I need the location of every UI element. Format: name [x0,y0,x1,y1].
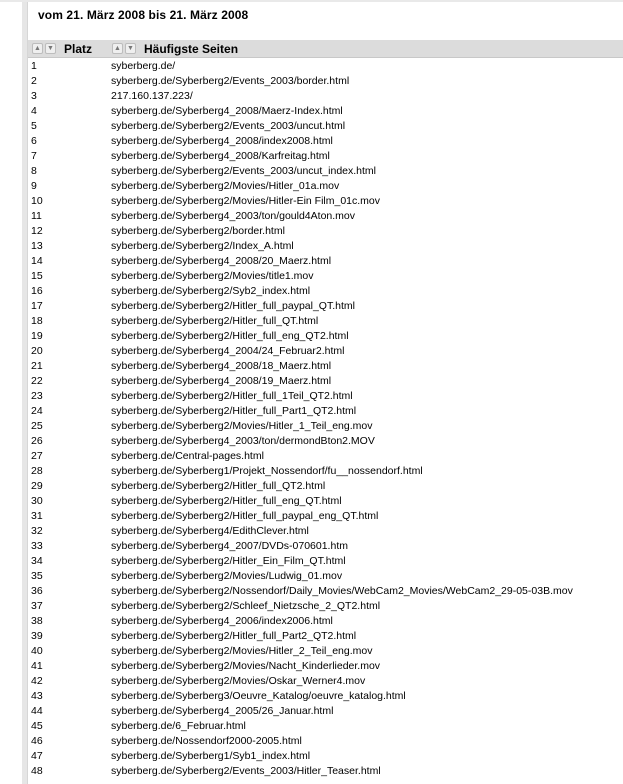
rank-cell: 18 [31,314,43,327]
header-page-label: Häufigste Seiten [144,41,239,56]
top-border [0,0,623,2]
page-cell: syberberg.de/Syberberg4_2007/DVDs-070601.htm [111,539,348,552]
table-row [28,298,623,313]
rank-cell: 3 [31,89,37,102]
page-cell: syberberg.de/Syberberg2/Movies/Hitler_1_Teil_eng.mov [111,419,373,432]
rank-cell: 28 [31,464,43,477]
rank-cell: 23 [31,389,43,402]
page-cell: syberberg.de/Syberberg2/Hitler_full_eng_QT.html [111,494,342,507]
table-row [28,508,623,523]
rank-cell: 47 [31,749,43,762]
table-row [28,118,623,133]
page-cell: syberberg.de/Syberberg4_2006/index2006.html [111,614,333,627]
table-row [28,358,623,373]
header-page [108,40,623,57]
rank-cell: 43 [31,689,43,702]
page-cell: syberberg.de/Central-pages.html [111,449,264,462]
table-row [28,583,623,598]
header-rank [28,40,108,57]
page-cell: syberberg.de/Syberberg2/Events_2003/border.html [111,74,350,87]
table-row [28,448,623,463]
sort-down-icon[interactable]: ▼ [125,43,136,54]
rank-cell: 15 [31,269,43,282]
table-row [28,658,623,673]
header-rank-label: Platz [64,41,93,56]
rank-cell: 1 [31,59,37,72]
page-cell: syberberg.de/Syberberg2/Hitler_full_Part1_QT2.html [111,404,357,417]
table-row [28,178,623,193]
rank-cell: 8 [31,164,37,177]
rank-sort-controls [32,43,56,54]
table-row [28,613,623,628]
page-cell: syberberg.de/Syberberg2/Movies/Hitler_01a.mov [111,179,340,192]
page-cell: syberberg.de/Syberberg2/Movies/Hitler-Ein Film_01c.mov [111,194,381,207]
table-row [28,403,623,418]
rank-cell: 17 [31,299,43,312]
page-cell: syberberg.de/Syberberg2/Events_2003/uncut_index.html [111,164,377,177]
rank-cell: 46 [31,734,43,747]
rank-cell: 24 [31,404,43,417]
rank-cell: 39 [31,629,43,642]
table-row [28,643,623,658]
table-row [28,523,623,538]
table-row [28,88,623,103]
page-cell: syberberg.de/Syberberg2/Nossendorf/Daily_Movies/WebCam2_Movies/WebCam2_29-05-03B.mov [111,584,573,597]
rank-cell: 4 [31,104,37,117]
rank-cell: 19 [31,329,43,342]
table-row [28,73,623,88]
rank-cell: 48 [31,764,43,777]
table-row [28,628,623,643]
table-row [28,133,623,148]
sort-down-icon[interactable]: ▼ [45,43,56,54]
rank-cell: 9 [31,179,37,192]
table-row [28,208,623,223]
table-row [28,718,623,733]
table-row [28,703,623,718]
page-cell: syberberg.de/Syberberg2/Index_A.html [111,239,294,252]
table-row [28,673,623,688]
page-cell: 217.160.137.223/ [111,89,193,102]
page-cell: syberberg.de/Syberberg2/Hitler_full_paypal_QT.html [111,299,355,312]
page-cell: syberberg.de/Syberberg4_2003/ton/gould4Aton.mov [111,209,356,222]
rank-cell: 32 [31,524,43,537]
table-row [28,283,623,298]
page-cell: syberberg.de/Syberberg4_2008/19_Maerz.html [111,374,332,387]
table-row [28,748,623,763]
table-row [28,58,623,73]
rank-cell: 27 [31,449,43,462]
rank-cell: 38 [31,614,43,627]
table-row [28,268,623,283]
page-cell: syberberg.de/Syberberg2/Schleef_Nietzsche_2_QT2.html [111,599,381,612]
rank-cell: 7 [31,149,37,162]
page-cell: syberberg.de/Syberberg4_2008/20_Maerz.html [111,254,332,267]
page-cell: syberberg.de/Syberberg2/Hitler_full_QT2.html [111,479,326,492]
page-cell: syberberg.de/Syberberg1/Projekt_Nossendorf/fu__nossendorf.html [111,464,423,477]
table-row [28,478,623,493]
page-cell: syberberg.de/Syberberg2/Syb2_index.html [111,284,311,297]
rank-cell: 31 [31,509,43,522]
rank-cell: 37 [31,599,43,612]
page-cell: syberberg.de/Syberberg4_2004/24_Februar2.html [111,344,345,357]
page-cell: syberberg.de/Syberberg2/Hitler_full_Part2_QT2.html [111,629,357,642]
rank-cell: 30 [31,494,43,507]
rank-cell: 25 [31,419,43,432]
rank-cell: 6 [31,134,37,147]
table-row [28,163,623,178]
stats-table [28,40,623,778]
table-row [28,253,623,268]
page-cell: syberberg.de/Syberberg2/Hitler_full_QT.html [111,314,319,327]
page-cell: syberberg.de/Syberberg2/Movies/Hitler_2_Teil_eng.mov [111,644,373,657]
rank-cell: 11 [31,209,42,222]
page-cell: syberberg.de/Syberberg2/Movies/Ludwig_01.mov [111,569,343,582]
table-row [28,568,623,583]
page-cell: syberberg.de/Syberberg4_2008/Maerz-Index.html [111,104,343,117]
rank-cell: 41 [31,659,43,672]
page-cell: syberberg.de/Syberberg3/Oeuvre_Katalog/oeuvre_katalog.html [111,689,406,702]
table-row [28,193,623,208]
rank-cell: 26 [31,434,43,447]
page-cell: syberberg.de/Syberberg2/Events_2003/uncut.html [111,119,346,132]
page-cell: syberberg.de/ [111,59,176,72]
page-cell: syberberg.de/Syberberg4_2005/26_Januar.html [111,704,334,717]
page-cell: syberberg.de/Syberberg2/Movies/Oskar_Werner4.mov [111,674,366,687]
table-row [28,418,623,433]
table-row [28,433,623,448]
table-row [28,223,623,238]
table-header [28,40,623,58]
page-cell: syberberg.de/Nossendorf2000-2005.html [111,734,302,747]
sort-up-icon[interactable]: ▲ [32,43,43,54]
rank-cell: 22 [31,374,43,387]
page-cell: syberberg.de/Syberberg4_2008/index2008.html [111,134,333,147]
table-row [28,238,623,253]
rank-cell: 42 [31,674,43,687]
rank-cell: 29 [31,479,43,492]
rank-cell: 10 [31,194,43,207]
page-cell: syberberg.de/Syberberg2/Hitler_full_paypal_eng_QT.html [111,509,379,522]
table-row [28,328,623,343]
rank-cell: 16 [31,284,43,297]
rank-cell: 34 [31,554,43,567]
rank-cell: 45 [31,719,43,732]
rank-cell: 40 [31,644,43,657]
page-sort-controls [112,43,136,54]
table-row [28,388,623,403]
page-cell: syberberg.de/Syberberg2/Movies/title1.mov [111,269,314,282]
page-cell: syberberg.de/Syberberg4_2003/ton/dermondBton2.MOV [111,434,375,447]
table-body [28,58,623,778]
table-row [28,148,623,163]
table-row [28,538,623,553]
table-row [28,343,623,358]
rank-cell: 13 [31,239,43,252]
table-row [28,463,623,478]
rank-cell: 36 [31,584,43,597]
rank-cell: 2 [31,74,37,87]
rank-cell: 14 [31,254,43,267]
page-cell: syberberg.de/Syberberg4/EdithClever.html [111,524,309,537]
table-row [28,493,623,508]
page-cell: syberberg.de/Syberberg2/Events_2003/Hitler_Teaser.html [111,764,381,777]
table-row [28,598,623,613]
table-row [28,733,623,748]
page-cell: syberberg.de/Syberberg2/Hitler_Ein_Film_QT.html [111,554,346,567]
rank-cell: 44 [31,704,43,717]
rank-cell: 35 [31,569,43,582]
rank-cell: 12 [31,224,43,237]
page-cell: syberberg.de/Syberberg1/Syb1_index.html [111,749,311,762]
page-cell: syberberg.de/Syberberg4_2008/18_Maerz.html [111,359,332,372]
page-cell: syberberg.de/Syberberg2/border.html [111,224,285,237]
page-cell: syberberg.de/Syberberg2/Hitler_full_1Teil_QT2.html [111,389,353,402]
sort-up-icon[interactable]: ▲ [112,43,123,54]
table-row [28,313,623,328]
date-range-title: vom 21. März 2008 bis 21. März 2008 [38,8,249,22]
rank-cell: 21 [31,359,43,372]
table-row [28,373,623,388]
page-cell: syberberg.de/6_Februar.html [111,719,246,732]
rank-cell: 5 [31,119,37,132]
rank-cell: 20 [31,344,43,357]
table-row [28,553,623,568]
table-row [28,763,623,778]
table-row [28,103,623,118]
page-cell: syberberg.de/Syberberg2/Movies/Nacht_Kinderlieder.mov [111,659,381,672]
rank-cell: 33 [31,539,43,552]
table-row [28,688,623,703]
page-cell: syberberg.de/Syberberg2/Hitler_full_eng_QT2.html [111,329,349,342]
page-cell: syberberg.de/Syberberg4_2008/Karfreitag.html [111,149,330,162]
